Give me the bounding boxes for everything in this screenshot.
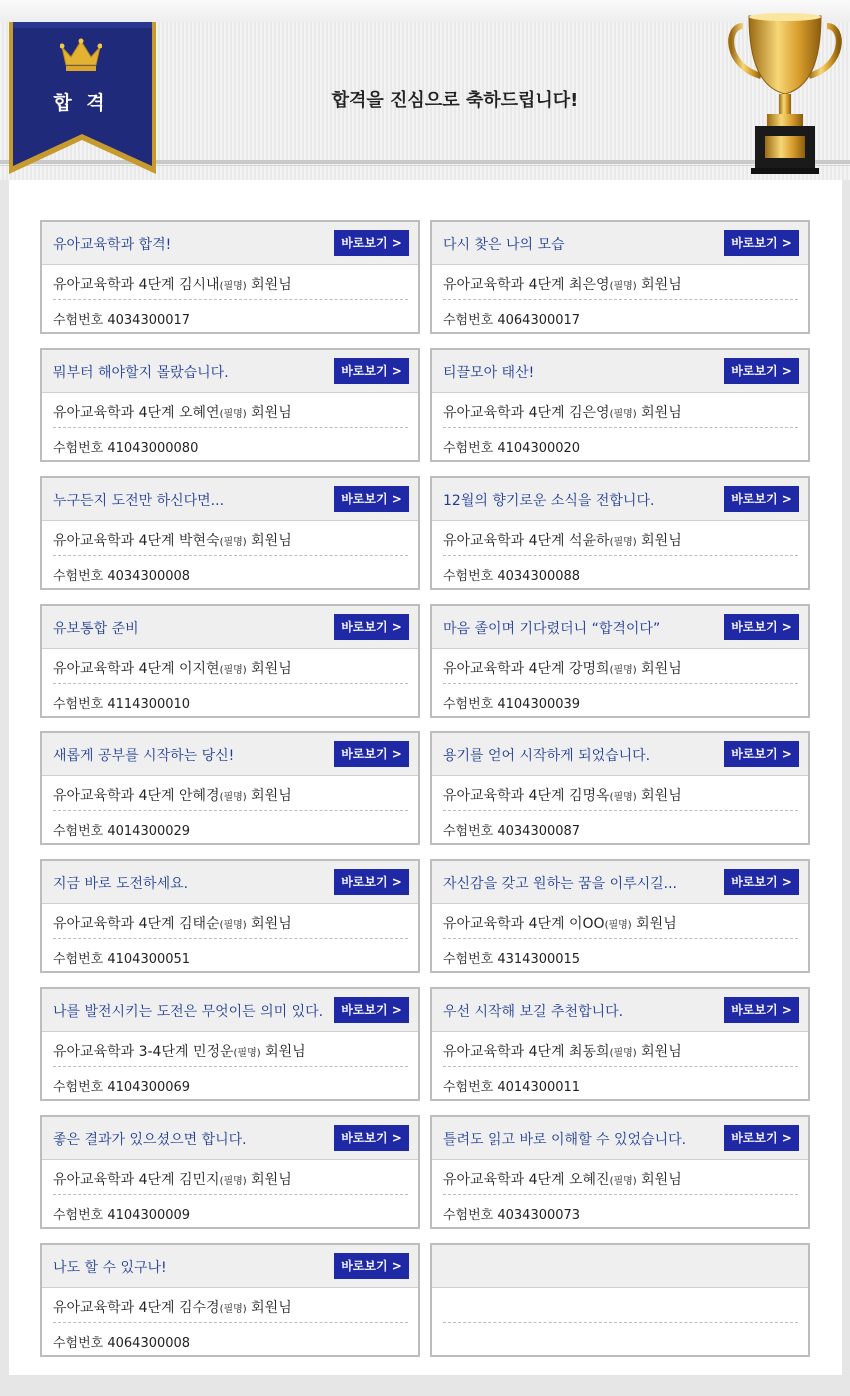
view-button[interactable]: 바로보기 > bbox=[724, 486, 799, 512]
member-name bbox=[443, 530, 682, 550]
winner-card bbox=[40, 1243, 420, 1357]
card-divider bbox=[53, 1194, 408, 1195]
card-divider bbox=[443, 1194, 798, 1195]
winners-list bbox=[9, 180, 842, 1375]
member-name bbox=[443, 785, 682, 805]
card-divider bbox=[53, 1322, 408, 1323]
exam-number: 수험번호 4104300009 bbox=[53, 1208, 191, 1223]
pass-label: 합 격 bbox=[53, 92, 109, 114]
crown-icon bbox=[60, 38, 102, 72]
member-suffix: 회원님 bbox=[251, 405, 292, 421]
card-title[interactable]: 나도 할 수 있구나! bbox=[53, 1260, 167, 1276]
card-header bbox=[432, 989, 808, 1032]
member-suffix: 회원님 bbox=[641, 661, 682, 677]
pen-name-tag: (필명) bbox=[609, 1176, 637, 1187]
exam-number: 수험번호 4064300017 bbox=[443, 313, 581, 328]
card-title[interactable]: 나를 발전시키는 도전은 무엇이든 의미 있다. bbox=[53, 1004, 323, 1020]
view-button[interactable]: 바로보기 > bbox=[334, 1253, 409, 1279]
header bbox=[0, 0, 850, 180]
member-name-text: 유아교육학과 4단계 김민지 bbox=[53, 1172, 220, 1188]
card-header bbox=[432, 733, 808, 776]
winner-card bbox=[40, 604, 420, 718]
member-suffix: 회원님 bbox=[641, 1044, 682, 1060]
member-suffix: 회원님 bbox=[641, 277, 682, 293]
member-name bbox=[53, 1041, 306, 1061]
member-name bbox=[443, 274, 682, 294]
winner-card bbox=[430, 859, 810, 973]
member-name-text: 유아교육학과 4단계 강명희 bbox=[443, 661, 610, 677]
card-title[interactable]: 유보통합 준비 bbox=[53, 621, 139, 637]
card-divider bbox=[443, 555, 798, 556]
pen-name-tag: (필명) bbox=[219, 665, 247, 676]
card-title[interactable]: 용기를 얻어 시작하게 되었습니다. bbox=[443, 748, 651, 764]
member-name-text: 유아교육학과 4단계 오혜진 bbox=[443, 1172, 610, 1188]
view-button[interactable]: 바로보기 > bbox=[334, 614, 409, 640]
card-divider bbox=[443, 1322, 798, 1323]
card-divider bbox=[443, 1066, 798, 1067]
exam-number: 수험번호 4034300073 bbox=[443, 1208, 581, 1223]
card-divider bbox=[443, 938, 798, 939]
card-title[interactable]: 다시 찾은 나의 모습 bbox=[443, 237, 565, 253]
pen-name-tag: (필명) bbox=[609, 792, 637, 803]
card-header bbox=[432, 861, 808, 904]
member-name-text: 유아교육학과 4단계 김시내 bbox=[53, 277, 220, 293]
pen-name-tag: (필명) bbox=[233, 1048, 261, 1059]
pen-name-tag: (필명) bbox=[219, 792, 247, 803]
member-name bbox=[53, 274, 292, 294]
member-name bbox=[443, 402, 682, 422]
pen-name-tag: (필명) bbox=[219, 281, 247, 292]
card-title[interactable]: 누구든지 도전만 하신다면... bbox=[53, 493, 225, 509]
exam-number: 수험번호 4034300088 bbox=[443, 569, 581, 584]
member-name bbox=[53, 658, 292, 678]
card-title[interactable]: 뭐부터 해야할지 몰랐습니다. bbox=[53, 365, 229, 381]
member-suffix: 회원님 bbox=[251, 661, 292, 677]
card-header bbox=[42, 1245, 418, 1288]
member-name bbox=[53, 530, 292, 550]
exam-number: 수험번호 4014300029 bbox=[53, 824, 191, 839]
card-header bbox=[432, 1117, 808, 1160]
card-header bbox=[432, 478, 808, 521]
card-title[interactable]: 유아교육학과 합격! bbox=[53, 237, 172, 253]
card-divider bbox=[53, 810, 408, 811]
card-title[interactable]: 우선 시작해 보길 추천합니다. bbox=[443, 1004, 624, 1020]
card-title[interactable]: 마음 졸이며 기다렸더니 “합격이다” bbox=[443, 621, 661, 637]
winner-card bbox=[430, 1115, 810, 1229]
card-divider bbox=[53, 1066, 408, 1067]
view-button[interactable]: 바로보기 > bbox=[724, 614, 799, 640]
member-suffix: 회원님 bbox=[641, 405, 682, 421]
exam-number: 수험번호 4104300039 bbox=[443, 697, 581, 712]
view-button[interactable]: 바로보기 > bbox=[724, 1125, 799, 1151]
exam-number: 수험번호 4034300087 bbox=[443, 824, 581, 839]
member-name bbox=[53, 913, 292, 933]
card-divider bbox=[443, 427, 798, 428]
exam-number: 수험번호 4064300008 bbox=[53, 1336, 191, 1351]
member-suffix: 회원님 bbox=[251, 1172, 292, 1188]
member-suffix: 회원님 bbox=[641, 788, 682, 804]
card-title[interactable]: 지금 바로 도전하세요. bbox=[53, 876, 189, 892]
exam-number: 수험번호 4314300015 bbox=[443, 952, 581, 967]
card-header bbox=[42, 350, 418, 393]
member-suffix: 회원님 bbox=[251, 1300, 292, 1316]
member-name bbox=[443, 1169, 682, 1189]
winner-card bbox=[430, 220, 810, 334]
winner-card bbox=[40, 731, 420, 845]
pen-name-tag: (필명) bbox=[219, 409, 247, 420]
card-divider bbox=[53, 299, 408, 300]
member-name bbox=[53, 1169, 292, 1189]
view-button[interactable]: 바로보기 > bbox=[724, 358, 799, 384]
member-suffix: 회원님 bbox=[641, 533, 682, 549]
winner-card bbox=[430, 604, 810, 718]
member-name-text: 유아교육학과 4단계 김수경 bbox=[53, 1300, 220, 1316]
member-name-text: 유아교육학과 4단계 김은영 bbox=[443, 405, 610, 421]
card-divider bbox=[443, 810, 798, 811]
exam-number: 수험번호 4104300069 bbox=[53, 1080, 191, 1095]
member-suffix: 회원님 bbox=[251, 916, 292, 932]
winner-card bbox=[40, 476, 420, 590]
card-header bbox=[42, 222, 418, 265]
exam-number: 수험번호 4114300010 bbox=[53, 697, 191, 712]
view-button[interactable]: 바로보기 > bbox=[334, 869, 409, 895]
winner-card bbox=[40, 859, 420, 973]
pen-name-tag: (필명) bbox=[219, 537, 247, 548]
member-name-text: 유아교육학과 4단계 최동희 bbox=[443, 1044, 610, 1060]
exam-number: 수험번호 4034300017 bbox=[53, 313, 191, 328]
page-title: 합격을 진심으로 축하드립니다! bbox=[331, 90, 579, 111]
pen-name-tag: (필명) bbox=[609, 281, 637, 292]
card-header bbox=[42, 861, 418, 904]
winner-card bbox=[40, 220, 420, 334]
card-title[interactable]: 12월의 향기로운 소식을 전합니다. bbox=[443, 493, 655, 509]
member-name bbox=[443, 658, 682, 678]
card-header bbox=[42, 989, 418, 1032]
member-name-text: 유아교육학과 4단계 안혜경 bbox=[53, 788, 220, 804]
member-suffix: 회원님 bbox=[251, 788, 292, 804]
empty-card bbox=[430, 1243, 810, 1357]
card-divider bbox=[53, 938, 408, 939]
member-name-text: 유아교육학과 4단계 박현숙 bbox=[53, 533, 220, 549]
exam-number: 수험번호 4034300008 bbox=[53, 569, 191, 584]
card-title[interactable]: 좋은 결과가 있으셨으면 합니다. bbox=[53, 1132, 247, 1148]
member-name-text: 유아교육학과 4단계 이지현 bbox=[53, 661, 220, 677]
card-divider bbox=[443, 299, 798, 300]
card-header bbox=[432, 1245, 808, 1288]
view-button[interactable]: 바로보기 > bbox=[724, 997, 799, 1023]
member-name-text: 유아교육학과 4단계 이OO bbox=[443, 916, 605, 932]
member-name-text: 유아교육학과 4단계 김명옥 bbox=[443, 788, 610, 804]
view-button[interactable]: 바로보기 > bbox=[724, 230, 799, 256]
exam-number: 수험번호 41043000080 bbox=[53, 441, 199, 456]
view-button[interactable]: 바로보기 > bbox=[724, 741, 799, 767]
card-divider bbox=[53, 427, 408, 428]
winner-card bbox=[40, 1115, 420, 1229]
card-title[interactable]: 새롭게 공부를 시작하는 당신! bbox=[53, 748, 235, 764]
member-suffix: 회원님 bbox=[251, 277, 292, 293]
card-divider bbox=[443, 683, 798, 684]
exam-number: 수험번호 4104300051 bbox=[53, 952, 191, 967]
view-button[interactable]: 바로보기 > bbox=[334, 358, 409, 384]
pen-name-tag: (필명) bbox=[219, 1176, 247, 1187]
card-divider bbox=[53, 683, 408, 684]
card-title[interactable]: 틀려도 읽고 바로 이해할 수 있었습니다. bbox=[443, 1132, 687, 1148]
card-divider bbox=[53, 555, 408, 556]
card-header bbox=[432, 350, 808, 393]
winner-card bbox=[430, 348, 810, 462]
pen-name-tag: (필명) bbox=[219, 920, 247, 931]
member-suffix: 회원님 bbox=[636, 916, 677, 932]
view-button[interactable]: 바로보기 > bbox=[724, 869, 799, 895]
card-header bbox=[42, 1117, 418, 1160]
exam-number: 수험번호 4104300020 bbox=[443, 441, 581, 456]
member-name bbox=[53, 1297, 292, 1317]
pen-name-tag: (필명) bbox=[609, 1048, 637, 1059]
view-button[interactable]: 바로보기 > bbox=[334, 741, 409, 767]
member-name-text: 유아교육학과 4단계 김태순 bbox=[53, 916, 220, 932]
member-name bbox=[443, 1041, 682, 1061]
pass-ribbon-badge bbox=[9, 22, 156, 174]
member-suffix: 회원님 bbox=[251, 533, 292, 549]
card-header bbox=[42, 733, 418, 776]
card-title[interactable]: 티끌모아 태산! bbox=[443, 365, 535, 381]
pen-name-tag: (필명) bbox=[604, 920, 632, 931]
card-header bbox=[432, 606, 808, 649]
member-name-text: 유아교육학과 4단계 최은영 bbox=[443, 277, 610, 293]
view-button[interactable]: 바로보기 > bbox=[334, 1125, 409, 1151]
exam-number: 수험번호 4014300011 bbox=[443, 1080, 581, 1095]
winner-card bbox=[40, 987, 420, 1101]
member-suffix: 회원님 bbox=[265, 1044, 306, 1060]
view-button[interactable]: 바로보기 > bbox=[334, 486, 409, 512]
member-name bbox=[443, 913, 677, 933]
pen-name-tag: (필명) bbox=[219, 1304, 247, 1315]
member-name-text: 유아교육학과 4단계 석윤하 bbox=[443, 533, 610, 549]
card-header bbox=[42, 478, 418, 521]
member-name bbox=[53, 785, 292, 805]
card-header bbox=[432, 222, 808, 265]
member-name bbox=[53, 402, 292, 422]
pen-name-tag: (필명) bbox=[609, 665, 637, 676]
winner-card bbox=[430, 476, 810, 590]
view-button[interactable]: 바로보기 > bbox=[334, 997, 409, 1023]
card-header bbox=[42, 606, 418, 649]
trophy-icon bbox=[723, 8, 847, 178]
winner-card bbox=[430, 731, 810, 845]
winner-card bbox=[430, 987, 810, 1101]
pen-name-tag: (필명) bbox=[609, 409, 637, 420]
member-name-text: 유아교육학과 3-4단계 민정운 bbox=[53, 1044, 234, 1060]
card-title[interactable]: 자신감을 갖고 원하는 꿈을 이루시길... bbox=[443, 876, 678, 892]
view-button[interactable]: 바로보기 > bbox=[334, 230, 409, 256]
member-name-text: 유아교육학과 4단계 오혜연 bbox=[53, 405, 220, 421]
member-suffix: 회원님 bbox=[641, 1172, 682, 1188]
winner-card bbox=[40, 348, 420, 462]
pen-name-tag: (필명) bbox=[609, 537, 637, 548]
